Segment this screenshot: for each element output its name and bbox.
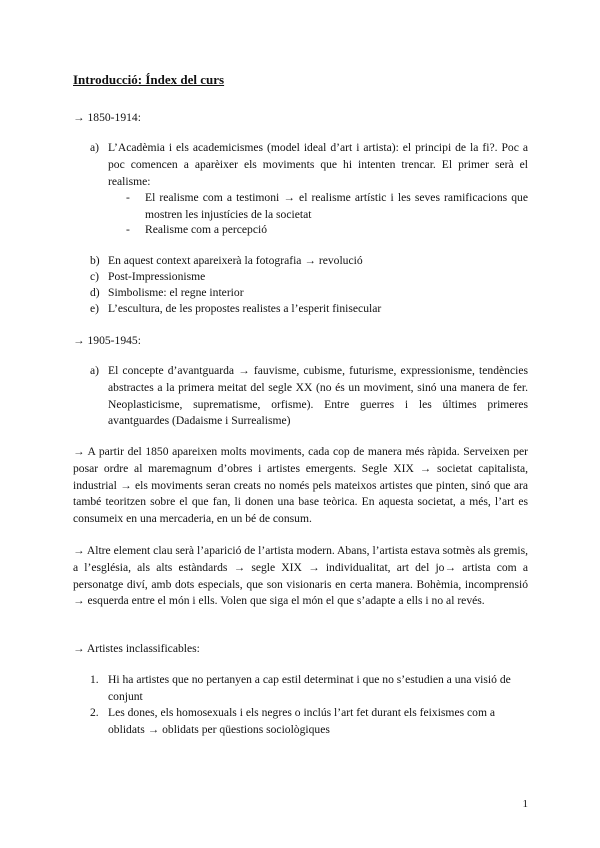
- page-number: 1: [522, 798, 528, 810]
- page-title: Introducció: Índex del curs: [73, 72, 225, 87]
- list-item-text: L’Acadèmia i els academicismes (model ideal d’art i artista): el principi de la fi?. Poc a poc comencen a aparèixer els moviments que hi intenten trencar. El primer serà el realisme:: [108, 141, 528, 188]
- list-item-label: a): [90, 364, 100, 377]
- list-item-label: a): [90, 141, 100, 154]
- sublist-item-text: Realisme com a percepció: [145, 223, 268, 236]
- sublist-item-text: El realisme com a testimoni → el realisme artístic i les seves ramificacions que mostren les injustícies de la societat: [145, 191, 528, 221]
- section-1905-1945-heading: → 1905-1945:: [73, 334, 141, 347]
- section-unclassifiable-heading: → Artistes inclassificables:: [73, 642, 200, 655]
- list-item-label: e): [90, 302, 100, 315]
- paragraph-movements: → A partir del 1850 apareixen molts moviments, cada cop de manera més ràpida. Serveixen per posar ordre al maremagnum d’obres i artistes emergents. Segle XIX → societat capitalista, industrial → els moviments seran creats no només pels mateixos artistes que pinten, sinó que ara també teoritzen sobre el que fan, li donen una base teòrica. En aquesta societat, a més, l’art es consumeix en una mercaderia, en un bé de consum.: [73, 445, 528, 526]
- numbered-item-label: 1.: [90, 673, 99, 686]
- list-item-label: b): [90, 254, 100, 267]
- paragraph-modern-artist: → Altre element clau serà l’aparició de l’artista modern. Abans, l’artista estava sotmès als gremis, a l’església, als alts estàndards → segle XIX → individualitat, art del jo→ artista com a personatge diví, amb dots especials, que son visionaris en certa manera. Bohèmia, incomprensió → esquerda entre el món i ells. Volen que siga el món el que s’adapte a ells i no al revés.: [73, 544, 528, 608]
- list-item-text: L’escultura, de les propostes realistes a l’esperit finisecular: [108, 302, 382, 315]
- numbered-item-text: Les dones, els homosexuals i els negres o inclús l’art fet durant els feixismes com a oblidats → oblidats per qüestions sociològiques: [108, 706, 496, 736]
- sublist-item-label: -: [126, 223, 130, 236]
- list-item-label: c): [90, 270, 100, 283]
- numbered-item-label: 2.: [90, 706, 99, 719]
- numbered-item-text: Hi ha artistes que no pertanyen a cap estil determinat i que no s’estudien a una visió de conjunt: [108, 673, 511, 703]
- list-item-text: Simbolisme: el regne interior: [108, 286, 244, 299]
- list-item-label: d): [90, 286, 100, 299]
- list-item-text: En aquest context apareixerà la fotografia → revolució: [108, 254, 363, 267]
- sublist-item-label: -: [126, 191, 130, 204]
- section-1850-1914-heading: → 1850-1914:: [73, 111, 141, 124]
- list-item-text: Post-Impressionisme: [108, 270, 206, 283]
- list-item-text: El concepte d’avantguarda → fauvisme, cubisme, futurisme, expressionisme, tendències abstractes a la primera meitat del segle XX (no és un moviment, sinó una manera de fer. Neoplasticisme, suprematisme, orfisme). Entre guerres i les últimes primeres avantguardes (Dadaisme i Surrealisme): [108, 364, 528, 428]
